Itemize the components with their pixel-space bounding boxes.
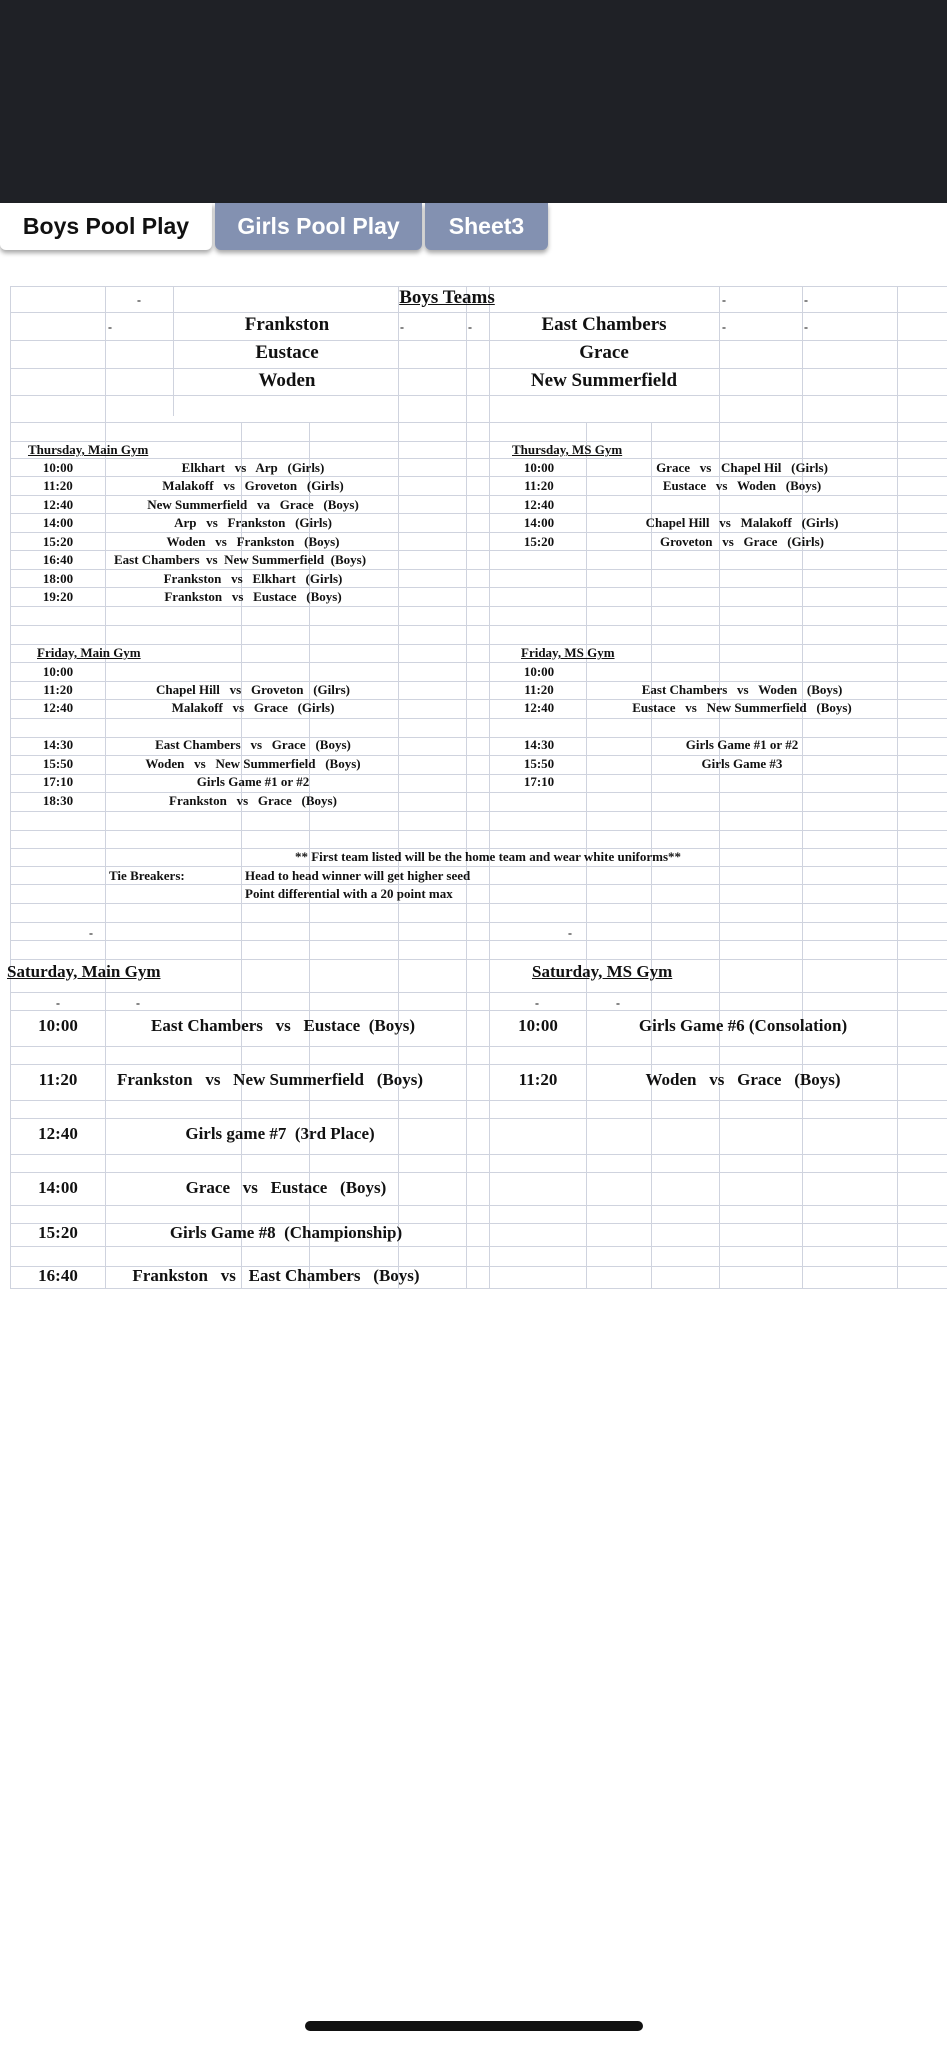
game-matchup: East Chambers vs Woden (Boys) [641,682,843,697]
team-left-1: Frankston [244,314,330,335]
game-matchup: East Chambers vs Grace (Boys) [155,737,351,752]
game-time: 11:20 [43,682,73,697]
game-time: 16:40 [38,1266,78,1285]
game-matchup: Arp vs Frankston (Girls) [174,515,332,530]
game-time: 14:30 [42,737,74,752]
game-matchup: Frankston vs New Summerfield (Boys) [117,1070,423,1089]
game-time: 17:10 [42,774,74,789]
game-time: 14:00 [42,515,74,530]
game-time: 16:40 [42,552,74,567]
game-time: 15:20 [38,1223,78,1242]
home-indicator[interactable] [305,2021,643,2031]
dash-marker: - [722,293,726,307]
game-time: 11:20 [524,478,554,493]
dash-marker: - [804,293,808,307]
dash-marker: - [108,320,112,334]
sheet-tabs [0,203,947,251]
game-matchup: Grace vs Eustace (Boys) [185,1178,387,1197]
dash-marker: - [804,320,808,334]
game-time: 15:50 [42,756,74,771]
game-time: 14:00 [38,1178,78,1197]
game-time: 12:40 [523,497,555,512]
game-matchup: Frankston vs East Chambers (Boys) [132,1266,420,1285]
game-time: 10:00 [523,664,555,679]
boys-teams-title: Boys Teams [399,287,495,308]
app-top-bar [0,0,947,203]
game-matchup: Grace vs Chapel Hil (Girls) [656,460,828,475]
thursday-main-gym-header: Thursday, Main Gym [28,442,149,457]
game-time: 15:50 [523,756,555,771]
game-matchup: East Chambers vs Eustace (Boys) [151,1016,415,1035]
game-matchup: Elkhart vs Arp (Girls) [181,460,325,475]
team-right-2: Grace [579,342,629,363]
game-matchup: Woden vs Frankston (Boys) [166,534,340,549]
dash-marker: - [568,926,572,940]
game-matchup: New Summerfield va Grace (Boys) [147,497,359,512]
game-matchup: Frankston vs Grace (Boys) [169,793,337,808]
game-time: 12:40 [42,700,74,715]
game-time: 17:10 [523,774,555,789]
game-time: 18:30 [42,793,74,808]
game-time: 11:20 [524,682,554,697]
game-matchup: Girls Game #8 (Championship) [169,1223,403,1242]
game-matchup: Chapel Hill vs Malakoff (Girls) [645,515,839,530]
saturday-ms-gym-header: Saturday, MS Gym [532,962,673,981]
tab-boys-pool-play[interactable]: Boys Pool Play [0,203,212,250]
tie-breaker-rule-2: Point differential with a 20 point max [245,886,453,901]
team-left-3: Woden [258,370,316,391]
thursday-ms-gym-header: Thursday, MS Gym [512,442,623,457]
game-matchup: Eustace vs New Summerfield (Boys) [632,700,852,715]
game-time: 11:20 [43,478,73,493]
game-time: 19:20 [42,589,74,604]
game-matchup: Girls Game #1 or #2 [196,774,310,789]
friday-main-gym-header: Friday, Main Gym [37,645,141,660]
game-time: 10:00 [523,460,555,475]
game-time: 12:40 [523,700,555,715]
game-time: 12:40 [42,497,74,512]
game-matchup: Girls Game #3 [701,756,783,771]
game-time: 15:20 [523,534,555,549]
game-matchup: Malakoff vs Groveton (Girls) [162,478,344,493]
team-left-2: Eustace [255,342,319,363]
game-matchup: East Chambers vs New Summerfield (Boys) [113,552,367,567]
game-matchup: Girls Game #6 (Consolation) [638,1016,848,1035]
game-matchup: Woden vs New Summerfield (Boys) [145,756,361,771]
game-matchup: Eustace vs Woden (Boys) [662,478,822,493]
dash-marker: - [722,320,726,334]
game-time: 10:00 [518,1016,558,1035]
game-time: 10:00 [42,460,74,475]
game-time: 11:20 [38,1070,78,1089]
game-time: 11:20 [518,1070,558,1089]
spreadsheet-grid[interactable] [0,286,947,1288]
dash-marker: - [136,996,140,1010]
tab-sheet3[interactable]: Sheet3 [425,203,548,250]
game-time: 14:30 [523,737,555,752]
dash-marker: - [616,996,620,1010]
dash-marker: - [89,926,93,940]
dash-marker: - [137,293,141,307]
game-matchup: Frankston vs Eustace (Boys) [164,589,342,604]
dash-marker: - [400,320,404,334]
game-matchup: Frankston vs Elkhart (Girls) [163,571,343,586]
game-matchup: Girls game #7 (3rd Place) [185,1124,375,1143]
saturday-main-gym-header: Saturday, Main Gym [7,962,161,981]
game-matchup: Woden vs Grace (Boys) [645,1070,841,1089]
team-right-3: New Summerfield [530,370,678,391]
tie-breaker-rule-1: Head to head winner will get higher seed [245,868,471,883]
game-matchup: Malakoff vs Grace (Girls) [171,700,335,715]
tie-breakers-label: Tie Breakers: [109,868,185,883]
dash-marker: - [535,996,539,1010]
game-matchup: Chapel Hill vs Groveton (Gilrs) [155,682,351,697]
dash-marker: - [56,996,60,1010]
game-matchup: Girls Game #1 or #2 [685,737,799,752]
friday-ms-gym-header: Friday, MS Gym [521,645,615,660]
game-time: 10:00 [42,664,74,679]
game-time: 14:00 [523,515,555,530]
home-team-note: ** First team listed will be the home team and wear white uniforms** [294,849,682,864]
dash-marker: - [468,320,472,334]
game-time: 18:00 [42,571,74,586]
game-time: 10:00 [38,1016,78,1035]
game-time: 15:20 [42,534,74,549]
tab-girls-pool-play[interactable]: Girls Pool Play [215,203,422,250]
game-matchup: Groveton vs Grace (Girls) [659,534,825,549]
game-time: 12:40 [38,1124,78,1143]
team-right-1: East Chambers [541,314,667,335]
